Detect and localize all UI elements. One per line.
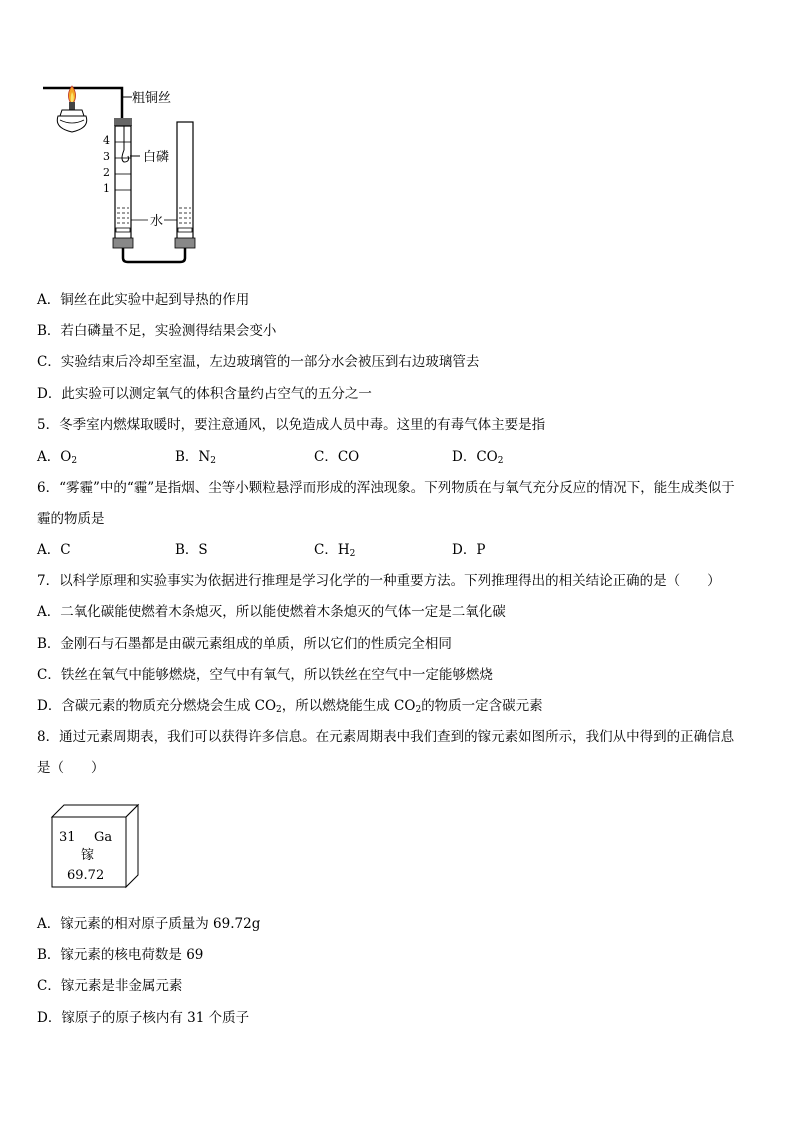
alcohol-lamp-icon <box>57 86 86 132</box>
q8-option-b: B．镓元素的核电荷数是 69 <box>37 947 204 963</box>
q7-stem: 7．以科学原理和实验事实为依据进行推理是学习化学的一种重要方法。下列推理得出的相关结论正确的是（ ） <box>37 573 721 589</box>
q7-option-b: B．金刚石与石墨都是由碳元素组成的单质，所以它们的性质完全相同 <box>37 636 452 652</box>
q5-option-b: B．$N_2$ <box>175 449 216 466</box>
q7-option-a: A．二氧化碳能使燃着木条熄灭，所以能使燃着木条熄灭的气体一定是二氧化碳 <box>37 604 506 620</box>
element-symbol: Ga <box>94 830 113 845</box>
q7-option-d: D．含碳元素的物质充分燃烧会生成 $CO_2$，所以燃烧能生成 $CO_2$的物质一定含碳元素 <box>37 698 543 715</box>
q6-option-a: A．C <box>37 542 71 558</box>
element-atomic-mass: 69.72 <box>67 868 105 883</box>
label-white-phosphorus: 白磷 <box>143 150 170 165</box>
q8-stem-line2: 是（ ） <box>37 760 105 776</box>
q4-option-c: C．实验结束后冷却至室温，左边玻璃管的一部分水会被压到右边玻璃管去 <box>37 354 480 370</box>
q6-option-d: D．P <box>452 542 486 558</box>
scale-mark-4: 4 <box>103 134 110 147</box>
element-name: 镓 <box>81 848 95 863</box>
q5-stem: 5．冬季室内燃煤取暖时，要注意通风，以免造成人员中毒。这里的有毒气体主要是指 <box>37 417 546 433</box>
q5-option-d: D．$CO_2$ <box>452 449 504 466</box>
label-water: 水 <box>150 214 164 229</box>
q8-option-d: D．镓原子的原子核内有 31 个质子 <box>37 1010 250 1026</box>
q8-option-a: A．镓元素的相对原子质量为 69.72g <box>37 916 261 932</box>
q6-option-b: B．S <box>175 542 208 558</box>
phosphorus-apparatus-figure <box>40 80 220 265</box>
q6-option-c: C．$H_2$ <box>314 542 356 559</box>
scale-mark-3: 3 <box>103 150 110 163</box>
scale-mark-2: 2 <box>103 166 110 179</box>
q8-option-c: C．镓元素是非金属元素 <box>37 978 183 994</box>
element-atomic-number: 31 <box>59 830 76 845</box>
q6-stem-line2: 霾的物质是 <box>37 511 105 527</box>
q4-option-b: B．若白磷量不足，实验测得结果会变小 <box>37 323 277 339</box>
q4-option-d: D．此实验可以测定氧气的体积含量约占空气的五分之一 <box>37 386 372 402</box>
q7-option-c: C．铁丝在氧气中能够燃烧，空气中有氧气，所以铁丝在空气中一定能够燃烧 <box>37 667 493 683</box>
q8-stem-line1: 8．通过元素周期表，我们可以获得许多信息。在元素周期表中我们查到的镓元素如图所示，我们从中得到的正确信息 <box>37 729 735 745</box>
q5-option-a: A．$O_2$ <box>37 449 78 466</box>
label-copper-wire: 粗铜丝 <box>132 91 172 106</box>
scale-mark-1: 1 <box>103 182 110 195</box>
q6-stem-line1: 6．“雾霾”中的“霾”是指烟、尘等小颗粒悬浮而形成的浑浊现象。下列物质在与氧气充分反应的情况下，能生成类似于 <box>37 480 735 496</box>
gallium-element-card <box>50 803 140 889</box>
q4-option-a: A．铜丝在此实验中起到导热的作用 <box>37 292 250 308</box>
q5-option-c: C．CO <box>314 449 360 465</box>
